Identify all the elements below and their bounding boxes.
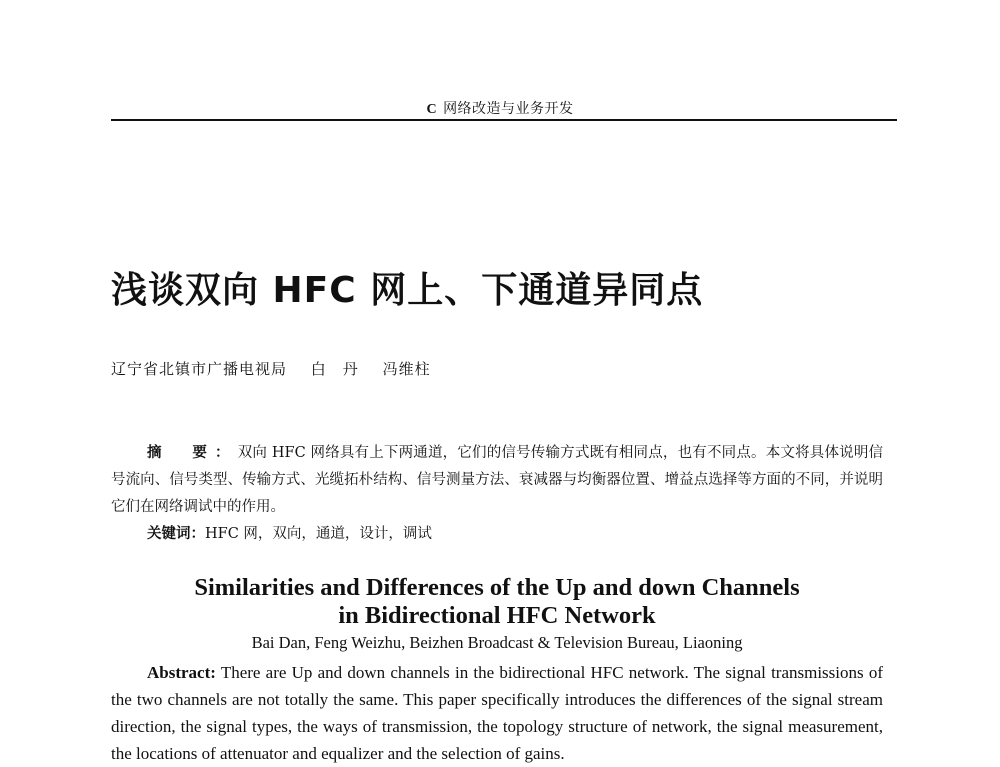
abstract-en <box>111 659 883 767</box>
article-title-cn: 浅谈双向 HFC 网上、下通道异同点 <box>111 270 704 311</box>
affiliation-cn: 辽宁省北镇市广播电视局 <box>111 360 288 378</box>
abstract-en-text: There are Up and down channels in the bidirectional HFC network. The signal transmissions of the two channels are not totally the same. This paper specifically introduces the differences of the signal stream direction, the signal types, the ways of transmission, the topology structure of network, the signal measurement, the locations of attenuator and equalizer and the selection of gains. <box>111 663 883 763</box>
keywords-cn-text: HFC 网，双向，通道，设计，调试 <box>205 526 432 542</box>
author-line-en: Bai Dan, Feng Weizhu, Beizhen Broadcast & Television Bureau, Liaoning <box>251 633 743 652</box>
keywords-cn-label: 关键词： <box>147 526 205 542</box>
article-title-en <box>0 574 994 630</box>
header-rule <box>111 119 897 121</box>
abstract-en-label: Abstract: <box>147 663 216 682</box>
author-line-cn <box>111 358 449 379</box>
abstract-cn <box>111 440 883 521</box>
keywords-cn <box>147 522 432 543</box>
author-feng-weizhu: 冯维柱 <box>382 360 431 378</box>
abstract-cn-label: 摘 要： <box>147 445 238 461</box>
author-bai-dan: 白 丹 <box>310 360 359 378</box>
abstract-cn-text: 双向 HFC 网络具有上下两通道，它们的信号传输方式既有相同点，也有不同点。本文将具体说明信号流向、信号类型、传输方式、光缆拓朴结构、信号测量方法、衰减器与均衡器位置、增益点选择等方面的不同，并说明它们在网络调试中的作用。 <box>111 445 884 515</box>
section-title: 网络改造与业务开发 <box>443 102 574 117</box>
running-header <box>0 98 1000 118</box>
title-en-line-2: in Bidirectional HFC Network <box>338 602 656 629</box>
title-en-line-1: Similarities and Differences of the Up and down Channels <box>194 574 800 601</box>
section-letter: C <box>426 102 438 117</box>
